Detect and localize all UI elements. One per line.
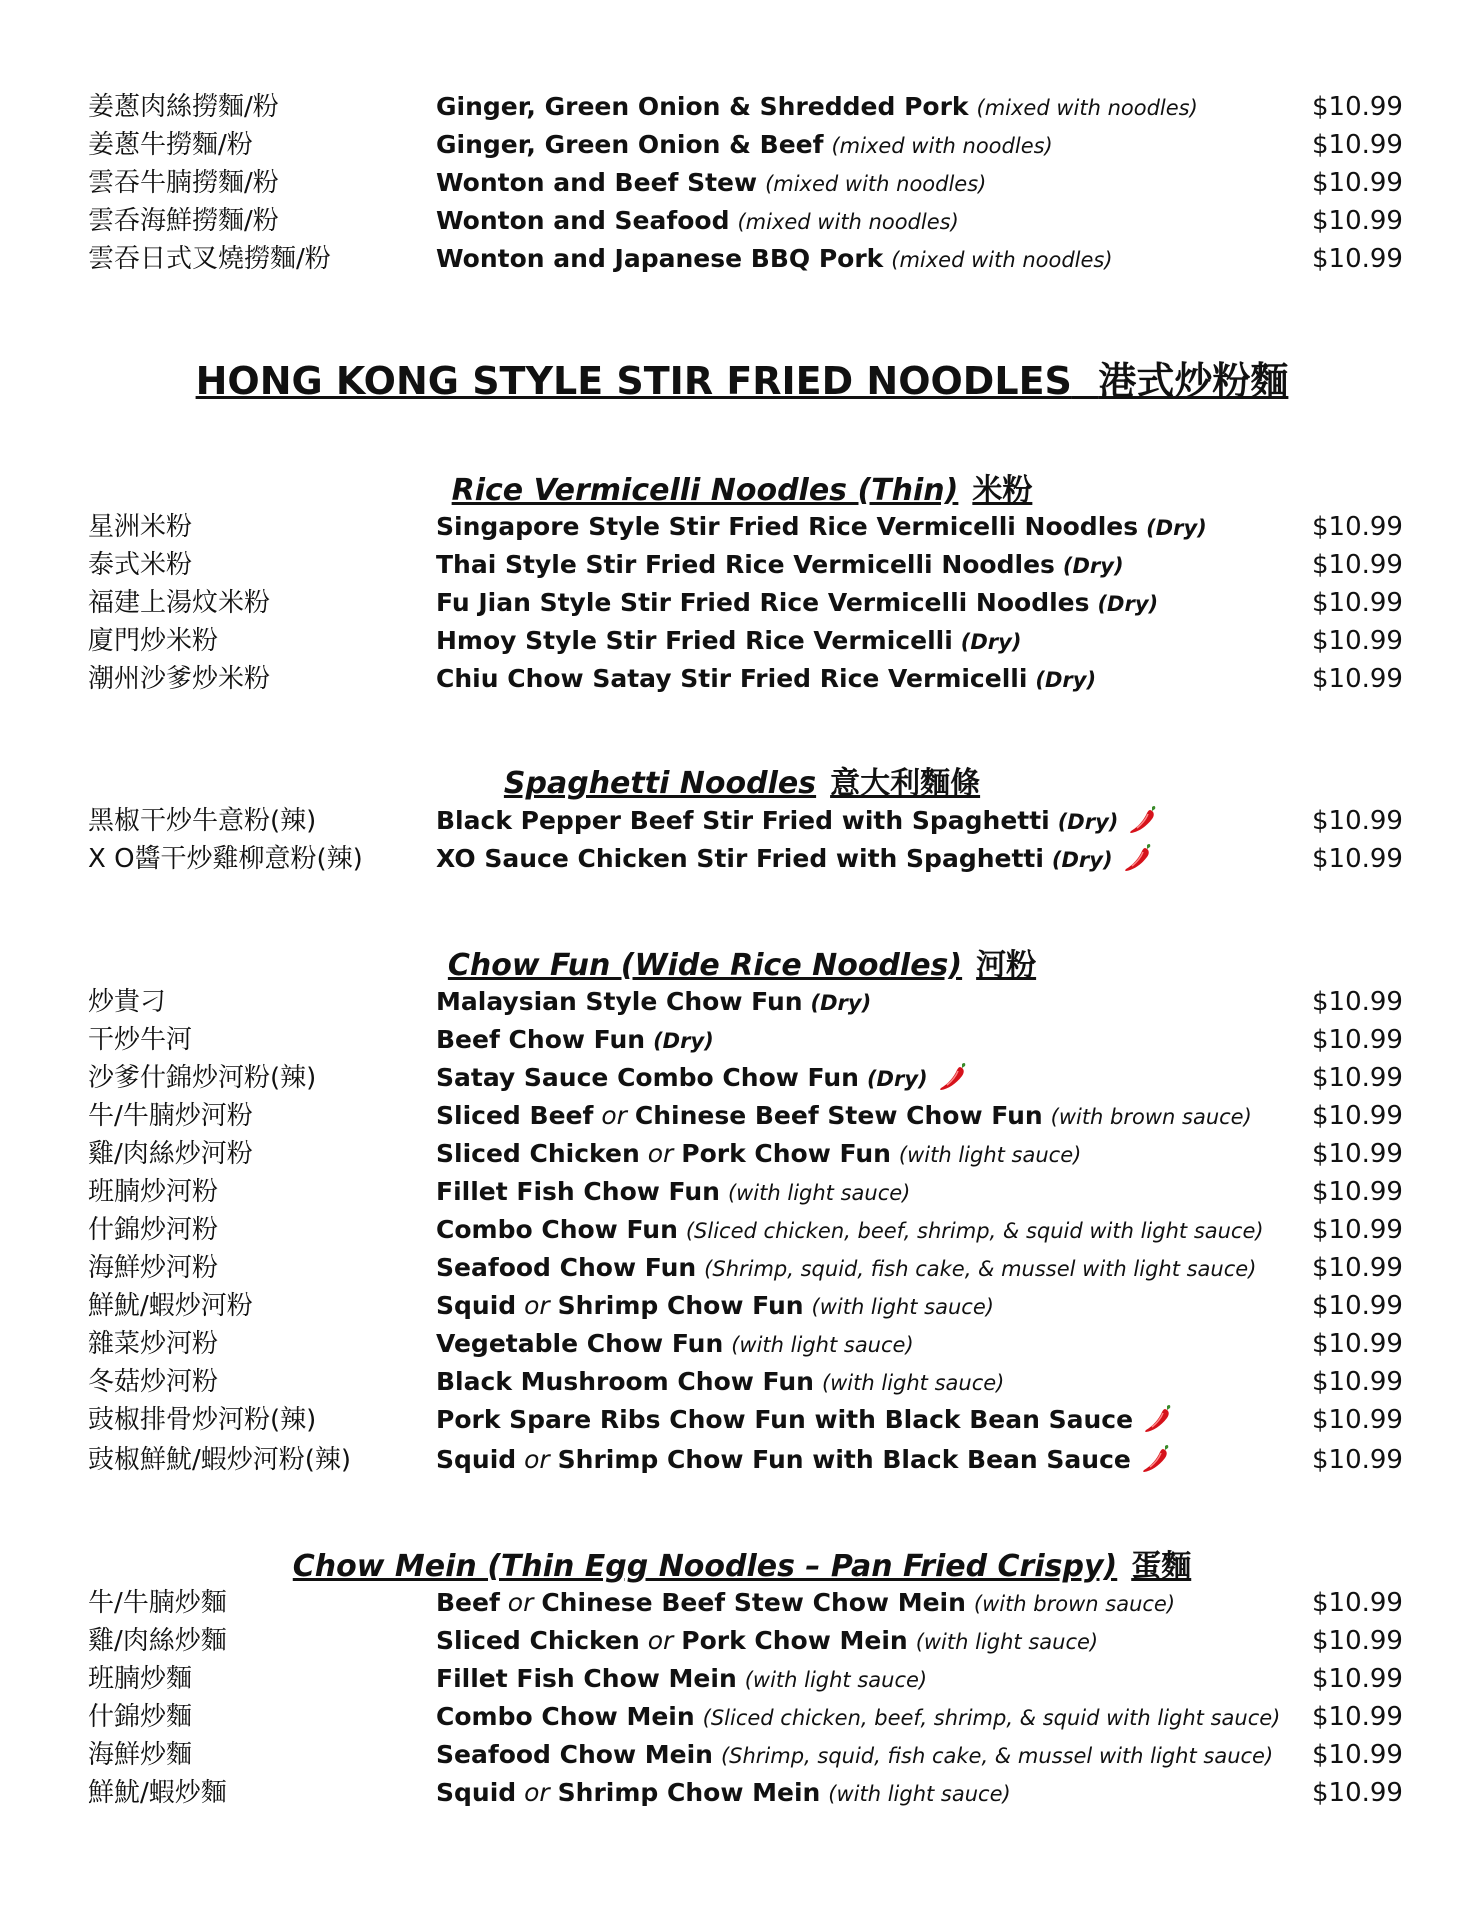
item-chinese-name: 什錦炒麵 bbox=[88, 1702, 193, 1732]
menu-item bbox=[0, 1584, 1484, 1622]
item-english-name: Sliced Chicken or Pork Chow Fun (with light sauce) bbox=[436, 1139, 1082, 1168]
menu-item bbox=[0, 164, 1484, 202]
item-chinese-name: 福建上湯炆米粉 bbox=[88, 588, 271, 618]
chili-pepper-icon bbox=[1123, 841, 1153, 873]
item-english-name: Wonton and Beef Stew (mixed with noodles) bbox=[436, 168, 987, 197]
item-chinese-name: 牛/牛腩炒麵 bbox=[88, 1588, 227, 1618]
item-english-name: Satay Sauce Combo Chow Fun (Dry) bbox=[436, 1059, 968, 1098]
menu-item bbox=[0, 1325, 1484, 1363]
section-title-chowmein: Chow Mein (Thin Egg Noodles – Pan Fried Crispy) 蛋麵 bbox=[292, 1549, 1192, 1584]
page-title: HONG KONG STYLE STIR FRIED NOODLES 港式炒粉麵 bbox=[195, 359, 1289, 403]
item-chinese-name: 海鮮炒河粉 bbox=[88, 1253, 219, 1283]
item-chinese-name: 雲吞日式叉燒撈麵/粉 bbox=[88, 244, 331, 274]
item-price: $10.99 bbox=[1312, 664, 1403, 694]
menu-item bbox=[0, 1363, 1484, 1401]
menu-item bbox=[0, 622, 1484, 660]
menu-item bbox=[0, 88, 1484, 126]
item-chinese-name: 廈門炒米粉 bbox=[88, 626, 219, 656]
item-price: $10.99 bbox=[1312, 987, 1403, 1017]
chili-pepper-icon bbox=[1143, 1402, 1173, 1434]
menu-item bbox=[0, 840, 1484, 878]
item-english-name: Beef or Chinese Beef Stew Chow Mein (with brown sauce) bbox=[436, 1588, 1176, 1617]
item-price: $10.99 bbox=[1312, 1025, 1403, 1055]
item-english-name: Ginger, Green Onion & Beef (mixed with noodles) bbox=[436, 130, 1053, 159]
menu-item bbox=[0, 1774, 1484, 1812]
item-price: $10.99 bbox=[1312, 512, 1403, 542]
item-chinese-name: 班腩炒麵 bbox=[88, 1664, 193, 1694]
item-chinese-name: 黑椒干炒牛意粉(辣) bbox=[88, 806, 317, 836]
item-price: $10.99 bbox=[1312, 1778, 1403, 1808]
item-chinese-name: 雞/肉絲炒麵 bbox=[88, 1626, 227, 1656]
item-english-name: Squid or Shrimp Chow Fun with Black Bean Sauce bbox=[436, 1441, 1171, 1479]
menu-item bbox=[0, 1660, 1484, 1698]
menu-item bbox=[0, 126, 1484, 164]
item-price: $10.99 bbox=[1312, 1702, 1403, 1732]
menu-item bbox=[0, 508, 1484, 546]
item-chinese-name: 炒貴刁 bbox=[88, 987, 167, 1017]
item-chinese-name: 冬菇炒河粉 bbox=[88, 1367, 219, 1397]
chili-pepper-icon bbox=[938, 1060, 968, 1092]
item-price: $10.99 bbox=[1312, 1253, 1403, 1283]
item-price: $10.99 bbox=[1312, 1291, 1403, 1321]
item-english-name: Combo Chow Mein (Sliced chicken, beef, shrimp, & squid with light sauce) bbox=[436, 1702, 1281, 1731]
section-title-spaghetti: Spaghetti Noodles 意大利麵條 bbox=[503, 766, 981, 801]
item-english-name: Ginger, Green Onion & Shredded Pork (mixed with noodles) bbox=[436, 92, 1198, 121]
item-price: $10.99 bbox=[1312, 1405, 1403, 1435]
item-price: $10.99 bbox=[1312, 1215, 1403, 1245]
item-english-name: Wonton and Seafood (mixed with noodles) bbox=[436, 206, 959, 235]
item-price: $10.99 bbox=[1312, 1101, 1403, 1131]
item-price: $10.99 bbox=[1312, 1177, 1403, 1207]
item-chinese-name: 鮮魷/蝦炒河粉 bbox=[88, 1291, 253, 1321]
item-chinese-name: 干炒牛河 bbox=[88, 1025, 193, 1055]
item-price: $10.99 bbox=[1312, 550, 1403, 580]
menu-item bbox=[0, 1097, 1484, 1135]
item-chinese-name: 雞/肉絲炒河粉 bbox=[88, 1139, 253, 1169]
item-price: $10.99 bbox=[1312, 92, 1403, 122]
item-chinese-name: 沙爹什錦炒河粉(辣) bbox=[88, 1063, 317, 1093]
item-chinese-name: 海鮮炒麵 bbox=[88, 1740, 193, 1770]
item-english-name: Fillet Fish Chow Fun (with light sauce) bbox=[436, 1177, 911, 1206]
menu-item bbox=[0, 1441, 1484, 1479]
menu-item bbox=[0, 1173, 1484, 1211]
menu-item bbox=[0, 584, 1484, 622]
item-chinese-name: 潮州沙爹炒米粉 bbox=[88, 664, 271, 694]
item-chinese-name: 班腩炒河粉 bbox=[88, 1177, 219, 1207]
item-english-name: Hmoy Style Stir Fried Rice Vermicelli (Dry) bbox=[436, 626, 1022, 655]
item-english-name: XO Sauce Chicken Stir Fried with Spaghetti (Dry) bbox=[436, 840, 1153, 879]
item-english-name: Squid or Shrimp Chow Mein (with light sauce) bbox=[436, 1778, 1011, 1807]
item-price: $10.99 bbox=[1312, 1139, 1403, 1169]
item-price: $10.99 bbox=[1312, 1626, 1403, 1656]
section-title-chowfun: Chow Fun (Wide Rice Noodles) 河粉 bbox=[447, 948, 1037, 983]
item-english-name: Squid or Shrimp Chow Fun (with light sauce) bbox=[436, 1291, 994, 1320]
item-price: $10.99 bbox=[1312, 588, 1403, 618]
item-price: $10.99 bbox=[1312, 168, 1403, 198]
item-chinese-name: X O醬干炒雞柳意粉(辣) bbox=[88, 844, 363, 874]
item-english-name: Black Mushroom Chow Fun (with light sauce) bbox=[436, 1367, 1005, 1396]
item-chinese-name: 泰式米粉 bbox=[88, 550, 193, 580]
item-chinese-name: 雲吞牛腩撈麵/粉 bbox=[88, 168, 279, 198]
item-chinese-name: 雲呑海鮮撈麵/粉 bbox=[88, 206, 279, 236]
item-price: $10.99 bbox=[1312, 244, 1403, 274]
item-price: $10.99 bbox=[1312, 806, 1403, 836]
item-price: $10.99 bbox=[1312, 626, 1403, 656]
item-chinese-name: 牛/牛腩炒河粉 bbox=[88, 1101, 253, 1131]
item-english-name: Beef Chow Fun (Dry) bbox=[436, 1025, 714, 1054]
chili-pepper-icon bbox=[1141, 1442, 1171, 1474]
item-chinese-name: 鮮魷/蝦炒麵 bbox=[88, 1778, 227, 1808]
item-english-name: Vegetable Chow Fun (with light sauce) bbox=[436, 1329, 914, 1358]
menu-item bbox=[0, 1021, 1484, 1059]
item-english-name: Sliced Chicken or Pork Chow Mein (with light sauce) bbox=[436, 1626, 1099, 1655]
menu-item bbox=[0, 1211, 1484, 1249]
item-price: $10.99 bbox=[1312, 1445, 1403, 1475]
menu-item bbox=[0, 1736, 1484, 1774]
menu-item bbox=[0, 660, 1484, 698]
item-price: $10.99 bbox=[1312, 1588, 1403, 1618]
item-price: $10.99 bbox=[1312, 1367, 1403, 1397]
menu-item bbox=[0, 202, 1484, 240]
item-english-name: Combo Chow Fun (Sliced chicken, beef, shrimp, & squid with light sauce) bbox=[436, 1215, 1264, 1244]
item-chinese-name: 豉椒排骨炒河粉(辣) bbox=[88, 1405, 317, 1435]
item-english-name: Black Pepper Beef Stir Fried with Spaghetti (Dry) bbox=[436, 802, 1158, 841]
item-chinese-name: 什錦炒河粉 bbox=[88, 1215, 219, 1245]
section-title-vermicelli: Rice Vermicelli Noodles (Thin) 米粉 bbox=[451, 473, 1033, 508]
item-english-name: Fu Jian Style Stir Fried Rice Vermicelli Noodles (Dry) bbox=[436, 588, 1159, 617]
menu-item bbox=[0, 1249, 1484, 1287]
item-chinese-name: 星洲米粉 bbox=[88, 512, 193, 542]
item-english-name: Wonton and Japanese BBQ Pork (mixed with noodles) bbox=[436, 244, 1113, 273]
item-english-name: Fillet Fish Chow Mein (with light sauce) bbox=[436, 1664, 928, 1693]
item-chinese-name: 雜菜炒河粉 bbox=[88, 1329, 219, 1359]
menu-item bbox=[0, 802, 1484, 840]
item-price: $10.99 bbox=[1312, 1740, 1403, 1770]
item-chinese-name: 豉椒鮮魷/蝦炒河粉(辣) bbox=[88, 1445, 352, 1475]
menu-item bbox=[0, 1059, 1484, 1097]
item-price: $10.99 bbox=[1312, 206, 1403, 236]
item-chinese-name: 姜蔥肉絲撈麵/粉 bbox=[88, 92, 279, 122]
menu-item bbox=[0, 1287, 1484, 1325]
item-price: $10.99 bbox=[1312, 1063, 1403, 1093]
item-english-name: Seafood Chow Mein (Shrimp, squid, fish cake, & mussel with light sauce) bbox=[436, 1740, 1274, 1769]
item-price: $10.99 bbox=[1312, 844, 1403, 874]
item-english-name: Malaysian Style Chow Fun (Dry) bbox=[436, 987, 872, 1016]
item-chinese-name: 姜蔥牛撈麵/粉 bbox=[88, 130, 253, 160]
menu-item bbox=[0, 1135, 1484, 1173]
item-price: $10.99 bbox=[1312, 1664, 1403, 1694]
item-english-name: Chiu Chow Satay Stir Fried Rice Vermicelli (Dry) bbox=[436, 664, 1097, 693]
item-english-name: Sliced Beef or Chinese Beef Stew Chow Fun (with brown sauce) bbox=[436, 1101, 1252, 1130]
menu-item bbox=[0, 546, 1484, 584]
menu-item bbox=[0, 983, 1484, 1021]
menu-item bbox=[0, 1622, 1484, 1660]
item-english-name: Seafood Chow Fun (Shrimp, squid, fish cake, & mussel with light sauce) bbox=[436, 1253, 1257, 1282]
chili-pepper-icon bbox=[1128, 803, 1158, 835]
menu-item bbox=[0, 1401, 1484, 1439]
item-price: $10.99 bbox=[1312, 130, 1403, 160]
item-english-name: Singapore Style Stir Fried Rice Vermicelli Noodles (Dry) bbox=[436, 512, 1207, 541]
item-english-name: Thai Style Stir Fried Rice Vermicelli Noodles (Dry) bbox=[436, 550, 1124, 579]
item-price: $10.99 bbox=[1312, 1329, 1403, 1359]
item-english-name: Pork Spare Ribs Chow Fun with Black Bean Sauce bbox=[436, 1401, 1173, 1439]
menu-item bbox=[0, 240, 1484, 278]
menu-item bbox=[0, 1698, 1484, 1736]
